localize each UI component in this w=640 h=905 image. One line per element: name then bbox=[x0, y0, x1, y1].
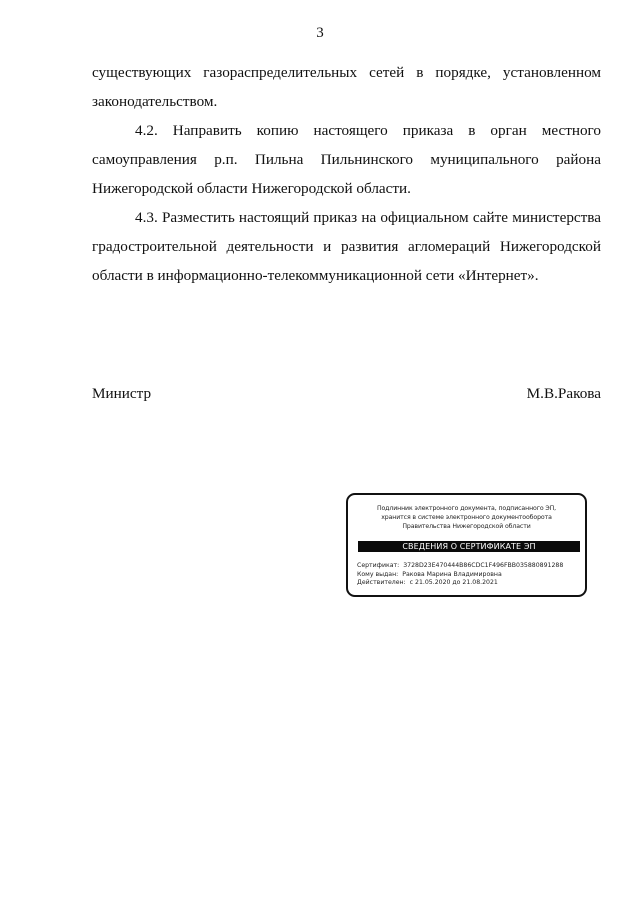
issued-to-label: Кому выдан: bbox=[357, 570, 399, 578]
stamp-header-line: хранится в системе электронного документооборота bbox=[381, 514, 552, 521]
stamp-header-line: Подлинник электронного документа, подписанного ЭП, bbox=[376, 505, 557, 512]
validity-label: Действителен: bbox=[357, 579, 406, 586]
signature-block bbox=[92, 384, 601, 404]
electronic-signature-stamp bbox=[346, 493, 587, 597]
signer-name: М.В.Ракова bbox=[526, 385, 601, 402]
certificate-row bbox=[357, 562, 583, 571]
issued-to-value: Ракова Марина Владимировна bbox=[402, 570, 502, 578]
paragraph-continuation bbox=[92, 58, 601, 116]
stamp-details bbox=[357, 562, 583, 588]
certificate-value: 3728D23E470444B86CDC1F496FBB035880891288 bbox=[403, 562, 564, 569]
paragraph-text: существующих газораспределительных сетей в порядке, установленном законодательством. bbox=[92, 64, 601, 110]
paragraph-4-2 bbox=[92, 116, 601, 203]
page-number: 3 bbox=[316, 25, 324, 41]
stamp-title-bar: СВЕДЕНИЯ О СЕРТИФИКАТЕ ЭП bbox=[358, 541, 580, 552]
paragraph-text: 4.2. Направить копию настоящего приказа в орган местного самоуправления р.п. Пильна Пильнинского муниципального района Нижегородской области Нижегородской области. bbox=[92, 122, 601, 197]
certificate-label: Сертификат: bbox=[357, 562, 400, 569]
stamp-header bbox=[348, 504, 585, 531]
paragraph-4-3 bbox=[92, 203, 601, 290]
signer-position: Министр bbox=[92, 385, 152, 402]
stamp-header-line: Правительства Нижегородской области bbox=[402, 523, 531, 530]
validity-row bbox=[357, 579, 583, 588]
validity-value: с 21.05.2020 до 21.08.2021 bbox=[409, 579, 498, 586]
paragraph-text: 4.3. Разместить настоящий приказ на официальном сайте министерства градостроительной деятельности и развития агломераций Нижегородской области в информационно-телекоммуникационной сети «Интернет». bbox=[92, 209, 601, 284]
issued-to-row bbox=[357, 571, 583, 580]
